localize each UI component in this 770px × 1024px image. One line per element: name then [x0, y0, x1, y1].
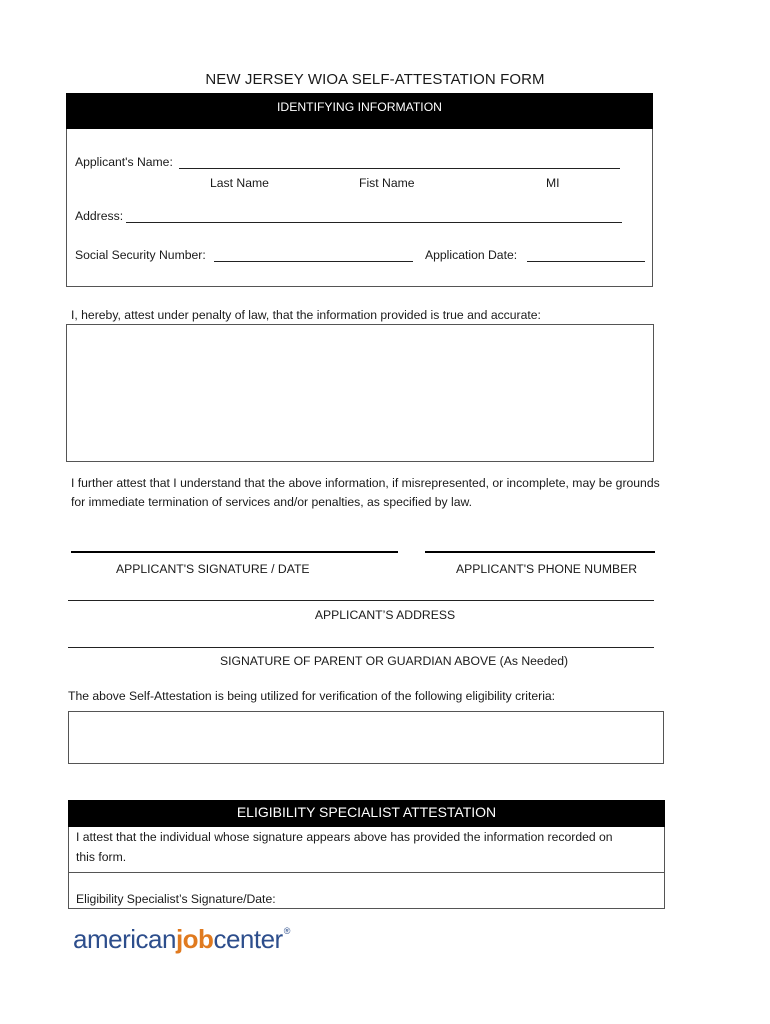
- further-attest-line2: for immediate termination of services and/or penalties, as specified by law.: [71, 495, 473, 509]
- logo-text-job: job: [175, 924, 214, 954]
- registered-mark: ®: [283, 926, 290, 936]
- applicant-signature-line[interactable]: [71, 551, 398, 553]
- last-name-caption: Last Name: [210, 176, 269, 190]
- application-date-label: Application Date:: [425, 248, 518, 262]
- mi-caption: MI: [546, 176, 560, 190]
- ssn-label: Social Security Number:: [75, 248, 206, 262]
- logo-text-center: center: [213, 924, 283, 954]
- specialist-signature-label[interactable]: Eligibility Specialist’s Signature/Date:: [76, 892, 276, 906]
- identifying-header-text: IDENTIFYING INFORMATION: [277, 100, 442, 114]
- parent-signature-line[interactable]: [68, 634, 654, 648]
- form-title: NEW JERSEY WIOA SELF-ATTESTATION FORM: [205, 71, 545, 88]
- applicant-phone-line[interactable]: [425, 551, 655, 553]
- american-job-center-logo: [73, 924, 290, 955]
- specialist-statement-line2: this form.: [76, 850, 127, 864]
- applicant-name-field[interactable]: [179, 155, 620, 169]
- application-date-field[interactable]: [527, 248, 645, 262]
- criteria-statement: The above Self-Attestation is being utilized for verification of the following eligibility criteria:: [68, 689, 556, 703]
- applicant-address-line[interactable]: [68, 587, 654, 601]
- criteria-text-box[interactable]: [68, 711, 664, 764]
- applicant-name-label: Applicant's Name:: [75, 155, 173, 169]
- specialist-header: [68, 800, 665, 827]
- applicant-address-caption: APPLICANT’S ADDRESS: [314, 608, 456, 622]
- attestation-text-box[interactable]: [66, 324, 654, 462]
- address-field[interactable]: [126, 209, 622, 223]
- parent-signature-caption: SIGNATURE OF PARENT OR GUARDIAN ABOVE (As Needed): [220, 654, 569, 668]
- logo-text-american: american: [73, 924, 176, 954]
- specialist-statement-line1: I attest that the individual whose signature appears above has provided the information recorded on: [76, 830, 613, 844]
- specialist-header-text: ELIGIBILITY SPECIALIST ATTESTATION: [236, 804, 497, 820]
- identifying-header: [66, 93, 653, 129]
- ssn-field[interactable]: [214, 248, 413, 262]
- applicant-signature-caption: APPLICANT'S SIGNATURE / DATE: [116, 562, 310, 576]
- attest-statement: I, hereby, attest under penalty of law, that the information provided is true and accurate:: [71, 308, 541, 322]
- further-attest-line1: I further attest that I understand that the above information, if misrepresented, or incomplete, may be grounds: [71, 476, 660, 490]
- address-label: Address:: [75, 209, 124, 223]
- first-name-caption: Fist Name: [359, 176, 415, 190]
- applicant-phone-caption: APPLICANT'S PHONE NUMBER: [456, 562, 638, 576]
- specialist-divider: [68, 872, 665, 873]
